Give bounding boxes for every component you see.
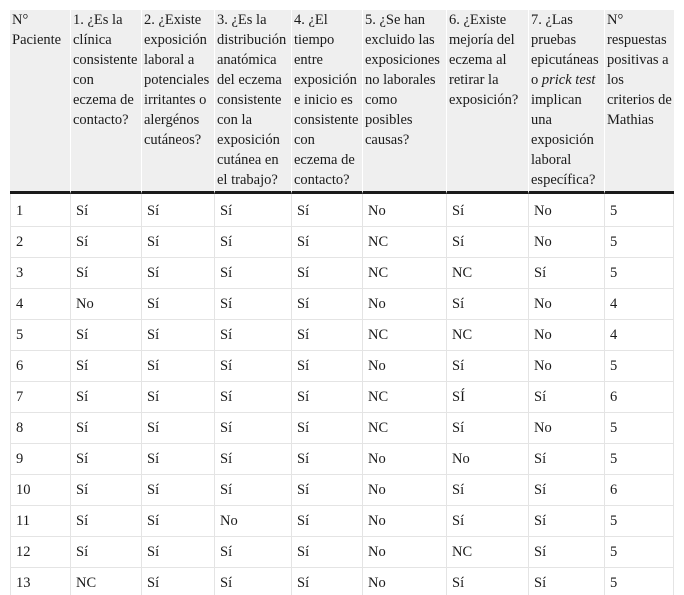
cell-patient-number: 7 [10,382,71,413]
cell-q6: Sí [447,227,529,258]
cell-positive-count: 5 [605,194,674,227]
header-question-7-text-end: implican una exposición laboral específica? [531,92,596,188]
cell-q1: NC [71,568,142,595]
cell-q4: Sí [292,320,363,351]
cell-q7: No [529,289,605,320]
cell-q3: Sí [215,382,292,413]
cell-q7: Sí [529,444,605,475]
header-question-2: 2. ¿Existe exposición laboral a potenciales irritantes o alergénos cutáneos? [142,10,215,194]
cell-positive-count: 5 [605,227,674,258]
table-row [10,506,674,537]
cell-q5: No [363,289,447,320]
cell-q3: Sí [215,475,292,506]
cell-positive-count: 5 [605,537,674,568]
cell-q3: Sí [215,413,292,444]
cell-q2: Sí [142,227,215,258]
cell-q7: Sí [529,475,605,506]
cell-q5: NC [363,258,447,289]
cell-q2: Sí [142,194,215,227]
cell-positive-count: 5 [605,258,674,289]
cell-q6: Sí [447,568,529,595]
cell-q6: NC [447,320,529,351]
cell-q6: No [447,444,529,475]
header-question-1: 1. ¿Es la clínica consistente con eczema de contacto? [71,10,142,194]
cell-q3: Sí [215,568,292,595]
table-row [10,475,674,506]
table-row [10,258,674,289]
cell-q7: Sí [529,506,605,537]
cell-q2: Sí [142,413,215,444]
cell-q6: Sí [447,194,529,227]
cell-q6: NC [447,258,529,289]
cell-q2: Sí [142,475,215,506]
table-row [10,568,674,595]
header-question-4: 4. ¿El tiempo entre exposición e inicio es consistente con eczema de contacto? [292,10,363,194]
cell-q1: Sí [71,351,142,382]
cell-q5: NC [363,413,447,444]
cell-patient-number: 5 [10,320,71,351]
cell-q5: No [363,444,447,475]
cell-q7: Sí [529,537,605,568]
cell-q5: No [363,194,447,227]
cell-patient-number: 8 [10,413,71,444]
cell-q3: Sí [215,194,292,227]
cell-q1: No [71,289,142,320]
cell-q4: Sí [292,444,363,475]
cell-q7: Sí [529,258,605,289]
cell-positive-count: 5 [605,351,674,382]
cell-q7: Sí [529,568,605,595]
cell-patient-number: 4 [10,289,71,320]
mathias-criteria-table [10,10,674,595]
cell-q3: Sí [215,227,292,258]
cell-q4: Sí [292,413,363,444]
cell-q2: Sí [142,537,215,568]
table-row [10,382,674,413]
cell-patient-number: 9 [10,444,71,475]
cell-q6: Sí [447,351,529,382]
cell-patient-number: 12 [10,537,71,568]
cell-patient-number: 13 [10,568,71,595]
table-row [10,320,674,351]
cell-q1: Sí [71,227,142,258]
header-question-3: 3. ¿Es la distribución anatómica del eczema consistente con la exposición cutánea en el trabajo? [215,10,292,194]
table-row [10,413,674,444]
cell-positive-count: 6 [605,475,674,506]
cell-q4: Sí [292,506,363,537]
cell-q7: No [529,320,605,351]
cell-q4: Sí [292,258,363,289]
cell-q1: Sí [71,320,142,351]
cell-q1: Sí [71,506,142,537]
cell-q2: Sí [142,320,215,351]
cell-q7: No [529,413,605,444]
cell-q4: Sí [292,475,363,506]
cell-q3: Sí [215,351,292,382]
cell-positive-count: 6 [605,382,674,413]
header-question-7-text: 7. ¿Las pruebas epicutáneas o [531,12,599,88]
cell-q6: Sí [447,289,529,320]
header-positive-count: N° respuestas positivas a los criterios de Mathias [605,10,674,194]
cell-patient-number: 10 [10,475,71,506]
cell-q2: Sí [142,506,215,537]
cell-q3: No [215,506,292,537]
cell-patient-number: 1 [10,194,71,227]
cell-q4: Sí [292,289,363,320]
cell-q2: Sí [142,258,215,289]
cell-q2: Sí [142,382,215,413]
table-row [10,227,674,258]
cell-positive-count: 5 [605,413,674,444]
header-question-5: 5. ¿Se han excluido las exposiciones no laborales como posibles causas? [363,10,447,194]
cell-patient-number: 2 [10,227,71,258]
cell-q1: Sí [71,382,142,413]
cell-q3: Sí [215,537,292,568]
cell-positive-count: 4 [605,320,674,351]
header-question-7 [529,10,605,194]
cell-q7: No [529,194,605,227]
cell-q6: Sí [447,506,529,537]
cell-q7: Sí [529,382,605,413]
table-row [10,444,674,475]
table-row [10,194,674,227]
cell-q2: Sí [142,444,215,475]
cell-q1: Sí [71,444,142,475]
cell-q5: NC [363,320,447,351]
cell-q6: Sí [447,413,529,444]
cell-q3: Sí [215,258,292,289]
table-body [10,194,674,595]
cell-q1: Sí [71,537,142,568]
table-header [10,10,674,194]
cell-patient-number: 3 [10,258,71,289]
cell-q5: No [363,475,447,506]
cell-patient-number: 6 [10,351,71,382]
cell-q5: No [363,351,447,382]
cell-q1: Sí [71,258,142,289]
cell-q5: No [363,537,447,568]
cell-q2: Sí [142,289,215,320]
cell-positive-count: 5 [605,568,674,595]
header-patient-number: N° Paciente [10,10,71,194]
cell-q5: No [363,568,447,595]
cell-q1: Sí [71,194,142,227]
cell-q5: NC [363,382,447,413]
cell-q1: Sí [71,475,142,506]
cell-positive-count: 5 [605,506,674,537]
table-row [10,289,674,320]
cell-q4: Sí [292,227,363,258]
cell-q4: Sí [292,568,363,595]
cell-q7: No [529,351,605,382]
cell-patient-number: 11 [10,506,71,537]
header-row [10,10,674,194]
cell-q2: Sí [142,351,215,382]
cell-positive-count: 4 [605,289,674,320]
cell-q6: SÍ [447,382,529,413]
cell-q4: Sí [292,537,363,568]
cell-q3: Sí [215,444,292,475]
table-row [10,537,674,568]
cell-q4: Sí [292,351,363,382]
header-question-7-italic: prick test [541,72,596,88]
cell-q5: No [363,506,447,537]
cell-q6: NC [447,537,529,568]
table-row [10,351,674,382]
cell-q4: Sí [292,194,363,227]
cell-q6: Sí [447,475,529,506]
cell-q3: Sí [215,320,292,351]
cell-positive-count: 5 [605,444,674,475]
cell-q5: NC [363,227,447,258]
cell-q1: Sí [71,413,142,444]
cell-q4: Sí [292,382,363,413]
cell-q3: Sí [215,289,292,320]
table-container [10,10,674,595]
header-question-6: 6. ¿Existe mejoría del eczema al retirar la exposición? [447,10,529,194]
cell-q2: Sí [142,568,215,595]
cell-q7: No [529,227,605,258]
